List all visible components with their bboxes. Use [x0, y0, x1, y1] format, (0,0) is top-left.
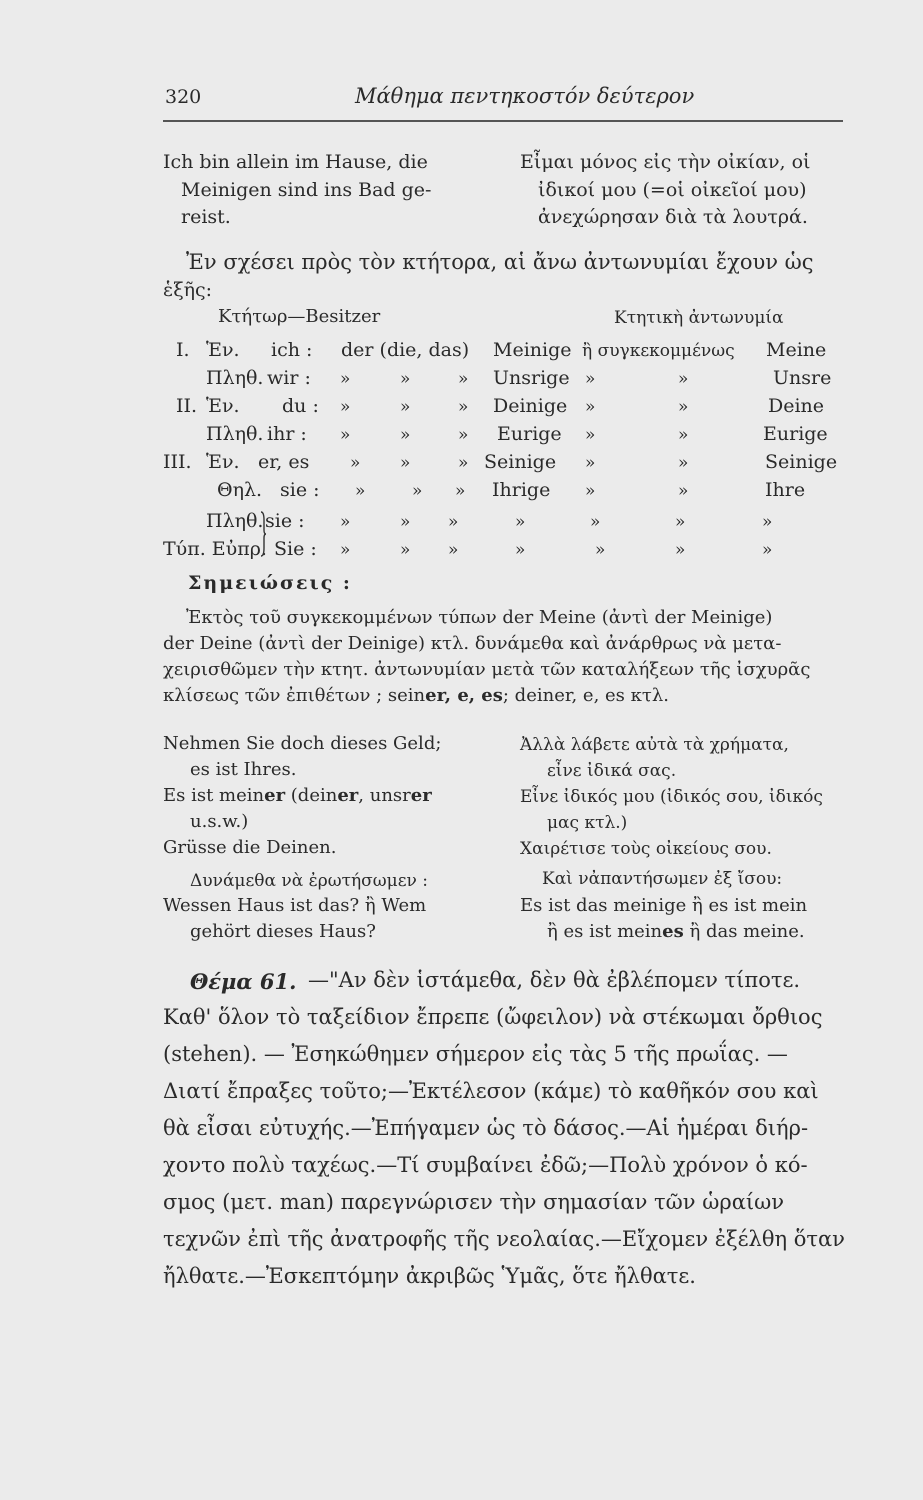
ditto: »	[762, 540, 773, 560]
ditto: »	[678, 481, 689, 501]
intro-de-line: Meinigen sind ins Bad ge-	[181, 179, 432, 201]
row-pronoun: wir :	[267, 367, 311, 389]
example-de-line-3	[163, 785, 432, 806]
article: der (die, das)	[341, 339, 470, 361]
row-num: II.	[176, 395, 198, 417]
intro-gr-line: Εἶμαι μόνος εἰς τὴν οἰκίαν, οἱ	[520, 151, 811, 173]
header-rule	[163, 120, 843, 122]
row-full-form: Seinige	[484, 451, 557, 473]
ditto: »	[400, 453, 411, 473]
row-num: III.	[163, 451, 192, 473]
ditto: »	[458, 425, 469, 445]
bold-ending: er	[337, 785, 359, 806]
ditto: »	[458, 397, 469, 417]
row-num: I.	[176, 339, 190, 361]
ditto: »	[350, 453, 361, 473]
ditto: »	[340, 425, 351, 445]
notes-line: Ἐκτὸς τοῦ συγκεκομμένων τύπων der Meine (ἀντὶ der Meinige)	[186, 607, 773, 628]
row-full-form: Unsrige	[493, 367, 570, 389]
row-person: Θηλ.	[217, 479, 263, 501]
ditto: »	[762, 512, 773, 532]
ditto: »	[678, 453, 689, 473]
row-person: Ἑν.	[206, 395, 240, 417]
ditto: »	[675, 512, 686, 532]
ditto: »	[590, 512, 601, 532]
notes-line: der Deine (ἀντὶ der Deinige) κτλ. δυνάμεθα καὶ ἀνάρθρως νὰ μετα-	[163, 633, 782, 654]
ditto: »	[458, 453, 469, 473]
example-gr-line: Δυνάμεθα νὰ ἐρωτήσωμεν :	[190, 871, 428, 891]
ditto: »	[585, 369, 596, 389]
table-head-right: Κτητικὴ ἀντωνυμία	[614, 308, 784, 328]
ditto: »	[515, 540, 526, 560]
row-short-form: Eurige	[763, 423, 828, 445]
exercise-line: σμος (μετ. man) παρεγνώρισεν τὴν σημασίαν τῶν ὡραίων	[163, 1190, 784, 1214]
ditto: »	[448, 540, 459, 560]
row-short-form: Meine	[766, 339, 827, 361]
text-part: (dein	[285, 785, 338, 806]
ditto: »	[400, 425, 411, 445]
ditto: »	[412, 481, 423, 501]
notes-line-4-pre: κλίσεως τῶν ἐπιθέτων ; sein	[163, 685, 426, 706]
row-full-form: Deinige	[493, 395, 568, 417]
ditto: »	[585, 397, 596, 417]
example-de-line: es ist Ihres.	[190, 759, 297, 780]
exercise-line: ἤλθατε.—Ἐσκεπτόμην ἀκριβῶς Ὑμᾶς, ὅτε ἤλθατε.	[163, 1264, 696, 1288]
row-short-form: Ihre	[765, 479, 806, 501]
example-de-line: u.s.w.)	[190, 811, 249, 832]
exercise-line: θὰ εἶσαι εὐτυχής.—Ἐπήγαμεν ὡς τὸ δάσος.—Αἱ ἡμέραι διήρ-	[163, 1116, 809, 1140]
ditto: »	[585, 425, 596, 445]
ditto: »	[400, 512, 411, 532]
bold-ending: es	[662, 921, 684, 942]
exercise-line: τεχνῶν ἐπὶ τῆς ἀνατροφῆς τῆς νεολαίας.—Εἴχομεν ἐξέλθη ὅταν	[163, 1227, 845, 1251]
row-full-form: Ihrige	[492, 479, 551, 501]
row-short-form: Deine	[768, 395, 825, 417]
example-gr-line: Χαιρέτισε τοὺς οἰκείους σου.	[520, 839, 772, 859]
exercise-label: Θέμα 61.	[190, 969, 297, 994]
ditto: »	[400, 397, 411, 417]
ditto: »	[595, 540, 606, 560]
example-de-line: Es ist das meinige ἢ es ist mein	[520, 895, 808, 916]
ditto: »	[678, 369, 689, 389]
row-person: Τύπ. Εὐπρ.	[163, 538, 267, 560]
ditto: »	[678, 397, 689, 417]
row-pronoun: ich :	[271, 339, 313, 361]
ditto: »	[340, 369, 351, 389]
example-gr-line: Καὶ νἀπαντήσωμεν ἐξ ἴσου:	[542, 869, 783, 889]
row-pronoun: sie :	[280, 479, 320, 501]
notes-line: χειρισθῶμεν τὴν κτητ. ἀντωνυμίαν μετὰ τῶν καταλήξεων τῆς ἰσχυρᾶς	[163, 659, 811, 680]
ditto: »	[340, 512, 351, 532]
row-short-form: Unsre	[773, 367, 832, 389]
row-person: Πληθ.	[206, 423, 264, 445]
text-part: Es ist mein	[163, 785, 265, 806]
row-full-form: Meinige	[493, 339, 572, 361]
text-part: ἢ das meine.	[683, 921, 805, 942]
example-de-line-r8	[547, 921, 805, 942]
example-de-line: Nehmen Sie doch dieses Geld;	[163, 733, 442, 754]
notes-heading: Σημειώσεις :	[188, 572, 352, 594]
intro-gr-line: ἀνεχώρησαν διὰ τὰ λουτρά.	[538, 206, 808, 228]
intro-gr-line: ἰδικοί μου (=οἱ οἰκεῖοί μου)	[538, 179, 807, 201]
row-pronoun: sie :	[265, 510, 305, 532]
row-pronoun: du :	[282, 395, 319, 417]
row-pronoun: Sie :	[274, 538, 317, 560]
exercise-line: Καθ' ὅλον τὸ ταξείδιον ἔπρεπε (ὤφειλον) νὰ στέκωμαι ὄρθιος	[163, 1005, 823, 1029]
table-head-left: Κτήτωρ—Besitzer	[218, 306, 381, 327]
page-title: Μάθημα πεντηκοστόν δεύτερον	[355, 84, 695, 108]
ditto: »	[585, 481, 596, 501]
example-de-line: gehört dieses Haus?	[190, 921, 376, 942]
intro-de-line: reist.	[181, 206, 231, 228]
bold-ending: er	[410, 785, 432, 806]
row-person: Ἑν.	[206, 339, 240, 361]
notes-line-4	[163, 685, 669, 706]
example-de-line: Wessen Haus ist das? ἢ Wem	[163, 895, 427, 916]
example-gr-line: Ἀλλὰ λάβετε αὐτὰ τὰ χρήματα,	[520, 735, 789, 755]
ditto: »	[400, 369, 411, 389]
contracted-label: ἢ συγκεκομμένως	[582, 341, 735, 361]
row-pronoun: ihr :	[267, 423, 307, 445]
ditto: »	[458, 369, 469, 389]
example-gr-line: Εἶνε ἰδικός μου (ἰδικός σου, ἰδικός	[520, 787, 823, 807]
ditto: »	[515, 512, 526, 532]
ditto: »	[355, 481, 366, 501]
row-pronoun: er, es	[258, 451, 310, 473]
ditto: »	[400, 540, 411, 560]
ditto: »	[340, 397, 351, 417]
exercise-line: Διατί ἔπραξες τοῦτο;—Ἐκτέλεσον (κάμε) τὸ καθῆκόν σου καὶ	[163, 1079, 819, 1103]
ditto: »	[675, 540, 686, 560]
ditto: »	[448, 512, 459, 532]
page-number: 320	[165, 86, 202, 108]
notes-line-4-bold: er, e, es	[425, 685, 503, 706]
bold-ending: er	[264, 785, 286, 806]
row-person: Ἑν.	[206, 451, 240, 473]
row-person: Πληθ.	[206, 367, 264, 389]
relation-line: ἑξῆς:	[163, 279, 213, 301]
intro-de-line: Ich bin allein im Hause, die	[163, 151, 428, 173]
text-part: , unsr	[358, 785, 411, 806]
text-part: ἢ es ist mein	[547, 921, 663, 942]
row-full-form: Eurige	[497, 423, 562, 445]
row-short-form: Seinige	[765, 451, 838, 473]
ditto: »	[678, 425, 689, 445]
notes-line-4-post: ; deiner, e, es κτλ.	[502, 685, 669, 706]
exercise-line: —"Αν δὲν ἱστάμεθα, δὲν θὰ ἐβλέπομεν τίποτε.	[308, 968, 801, 992]
ditto: »	[340, 540, 351, 560]
exercise-line: (stehen). — Ἐσηκώθημεν σήμερον εἰς τὰς 5 τῆς πρωΐας. —	[163, 1042, 788, 1066]
ditto: »	[585, 453, 596, 473]
ditto: »	[455, 481, 466, 501]
example-gr-line: εἶνε ἰδικά σας.	[547, 761, 677, 781]
exercise-line: χοντο πολὺ ταχέως.—Τί συμβαίνει ἐδῶ;—Πολὺ χρόνον ὁ κό-	[163, 1153, 808, 1177]
example-de-line: Grüsse die Deinen.	[163, 837, 337, 858]
example-gr-line: μας κτλ.)	[547, 813, 628, 833]
brace-icon	[258, 510, 268, 558]
relation-line: Ἐν σχέσει πρὸς τὸν κτήτορα, αἱ ἄνω ἀντωνυμίαι ἔχουν ὡς	[186, 250, 814, 274]
row-person: Πληθ.	[206, 510, 264, 532]
